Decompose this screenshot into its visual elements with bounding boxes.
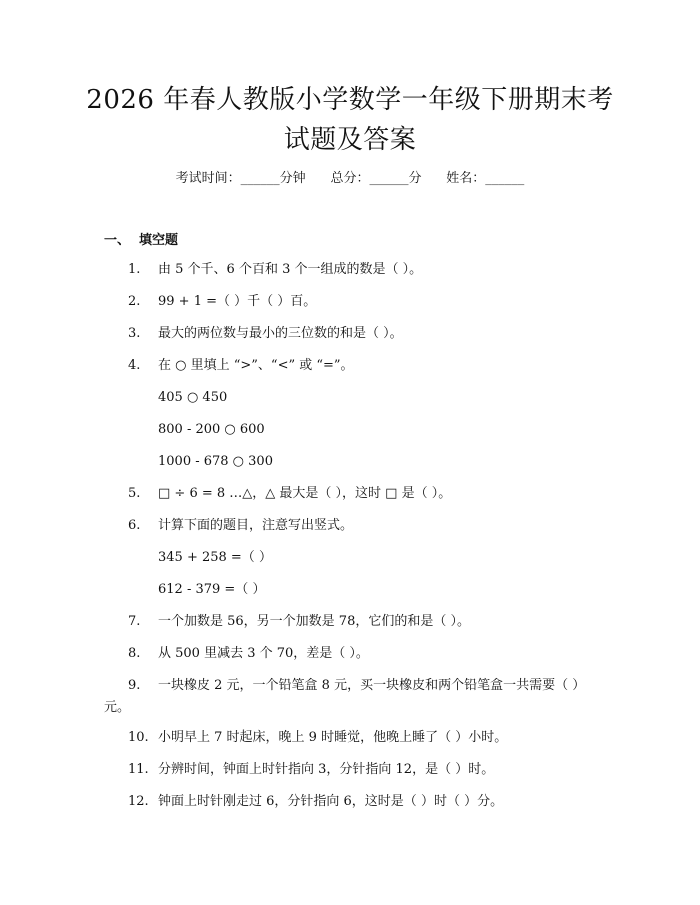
question-1: 1. 由 5 个千、6 个百和 3 个一组成的数是（ ）。 bbox=[128, 262, 423, 277]
question-text: 钟面上时针刚走过 6，分针指向 6，这时是（ ）时（ ）分。 bbox=[158, 794, 504, 809]
question-text: 一个加数是 56，另一个加数是 78，它们的和是（ ）。 bbox=[158, 614, 470, 629]
question-11: 11. 分辨时间，钟面上时针指向 3，分针指向 12，是（ ）时。 bbox=[128, 762, 495, 777]
question-8: 8. 从 500 里减去 3 个 70，差是（ ）。 bbox=[128, 646, 369, 661]
q4-item: 1000 - 678 ○ 300 bbox=[158, 454, 273, 469]
question-10: 10. 小明早上 7 时起床，晚上 9 时睡觉，他晚上睡了（ ）小时。 bbox=[128, 730, 508, 745]
title-line-2: 试题及答案 bbox=[283, 125, 417, 155]
section-heading: 一、 填空题 bbox=[104, 233, 179, 248]
q6-item: 345 + 258 =（ ） bbox=[158, 550, 272, 565]
question-text: 在 ○ 里填上 “>”、“<” 或 “=”。 bbox=[158, 358, 354, 373]
question-text: 计算下面的题目，注意写出竖式。 bbox=[158, 518, 354, 533]
question-5: 5. □ ÷ 6 = 8 …△，△ 最大是（ ），这时 □ 是（ ）。 bbox=[128, 486, 452, 501]
question-12: 12. 钟面上时针刚走过 6，分针指向 6，这时是（ ）时（ ）分。 bbox=[128, 794, 504, 809]
question-text: 由 5 个千、6 个百和 3 个一组成的数是（ ）。 bbox=[158, 262, 423, 277]
question-text: 从 500 里减去 3 个 70，差是（ ）。 bbox=[158, 646, 369, 661]
q6-item: 612 - 379 =（ ） bbox=[158, 582, 266, 597]
q4-item: 405 ○ 450 bbox=[158, 390, 228, 405]
student-name: 姓名：______ bbox=[446, 171, 525, 186]
question-text: 分辨时间，钟面上时针指向 3，分针指向 12，是（ ）时。 bbox=[158, 762, 495, 777]
total-score: 总分：______分 bbox=[330, 171, 422, 186]
exam-time: 考试时间：______分钟 bbox=[175, 171, 306, 186]
page-title bbox=[70, 80, 630, 160]
question-text: 一块橡皮 2 元，一个铅笔盒 8 元，买一块橡皮和两个铅笔盒一共需要（ ）元。 bbox=[104, 678, 586, 715]
title-line-1: 2026 年春人教版小学数学一年级下册期末考 bbox=[86, 85, 614, 115]
question-4: 4. 在 ○ 里填上 “>”、“<” 或 “=”。 bbox=[128, 358, 354, 373]
question-text: 小明早上 7 时起床，晚上 9 时睡觉，他晚上睡了（ ）小时。 bbox=[158, 730, 508, 745]
question-9: 9. 一块橡皮 2 元，一个铅笔盒 8 元，买一块橡皮和两个铅笔盒一共需要（ ）元。 bbox=[104, 678, 586, 715]
question-2: 2. 99 + 1 =（ ）千（ ）百。 bbox=[128, 294, 317, 309]
question-3: 3. 最大的两位数与最小的三位数的和是（ ）。 bbox=[128, 326, 403, 341]
question-text: 99 + 1 =（ ）千（ ）百。 bbox=[158, 294, 317, 309]
q4-item: 800 - 200 ○ 600 bbox=[158, 422, 265, 437]
question-text: 最大的两位数与最小的三位数的和是（ ）。 bbox=[158, 326, 403, 341]
question-7: 7. 一个加数是 56，另一个加数是 78，它们的和是（ ）。 bbox=[128, 614, 470, 629]
question-6: 6. 计算下面的题目，注意写出竖式。 bbox=[128, 518, 354, 533]
question-text: □ ÷ 6 = 8 …△，△ 最大是（ ），这时 □ 是（ ）。 bbox=[158, 486, 452, 501]
exam-meta bbox=[0, 170, 700, 188]
